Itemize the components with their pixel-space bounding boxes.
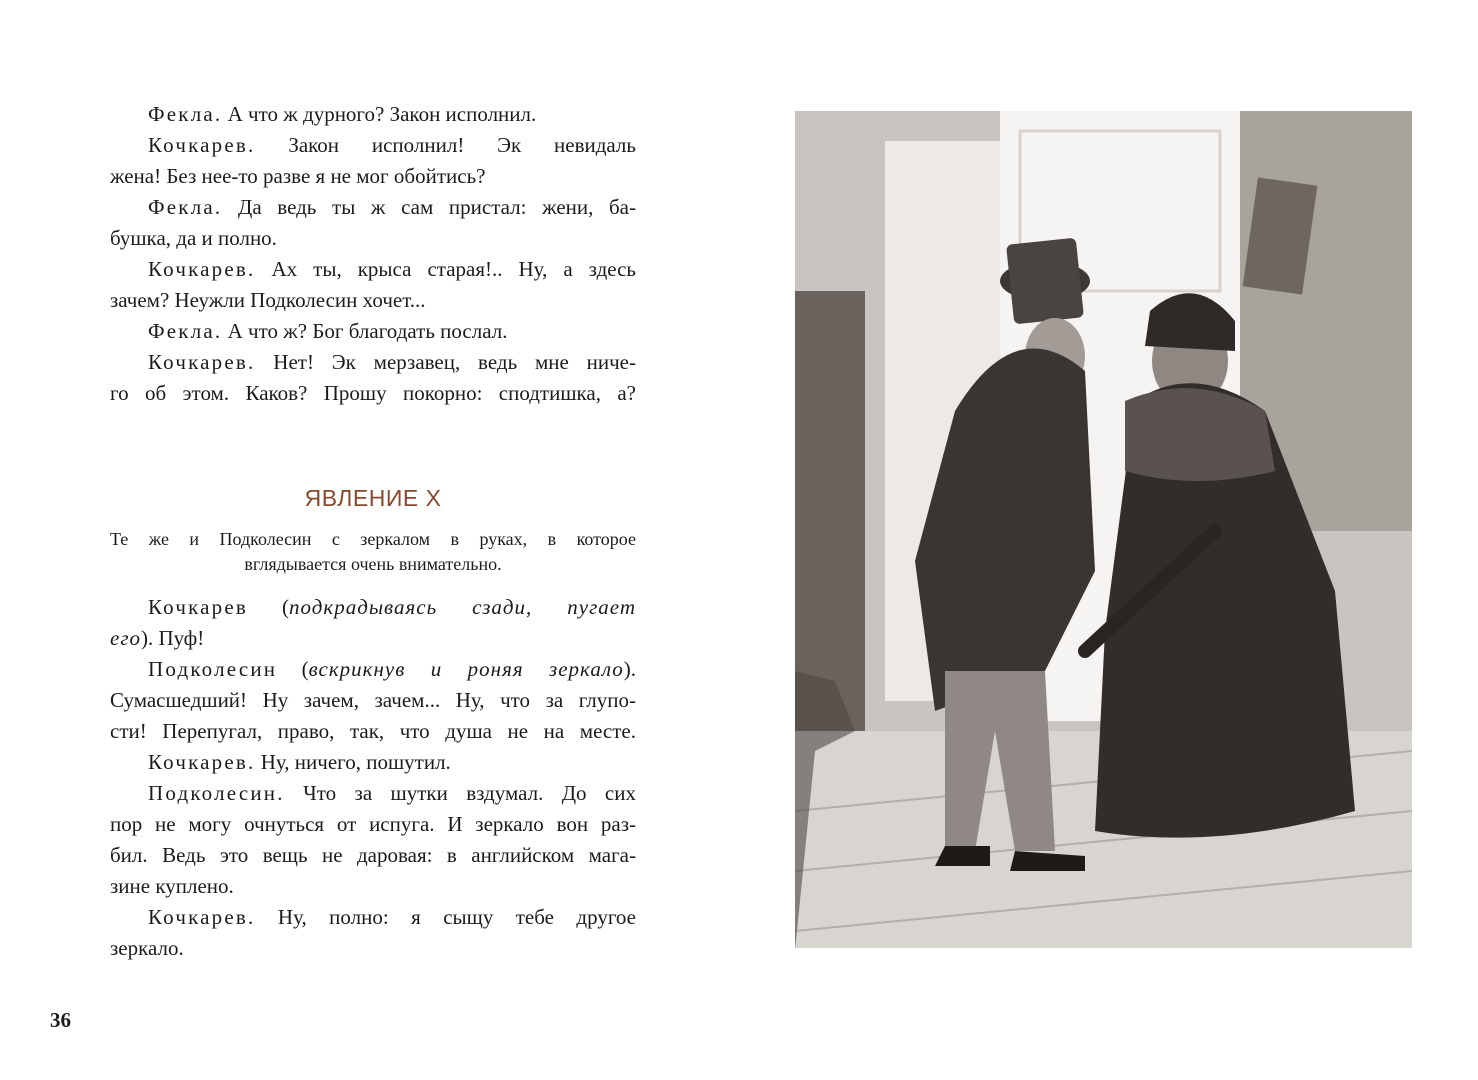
speech-text: Что за шутки вздумал. До сих — [284, 781, 636, 805]
text-line — [110, 163, 636, 189]
speech-text: ). Пуф! — [141, 626, 205, 650]
illustration-drawing — [795, 111, 1412, 948]
text-line — [110, 656, 636, 682]
speech-text: бил. Ведь это вещь не даровая: в английском мага- — [110, 843, 636, 867]
speech-text: А что ж дурного? Закон исполнил. — [222, 102, 537, 126]
speech-text: зеркало. — [110, 936, 184, 960]
text-line — [110, 749, 636, 775]
illustration — [795, 111, 1412, 948]
stage-direction-line: Те же и Подколесин с зеркалом в руках, в которое — [110, 529, 636, 549]
text-line — [110, 225, 636, 251]
speech-text: пор не могу очнуться от испуга. И зеркало вон раз- — [110, 812, 636, 836]
speech-text: Ну, полно: я сыщу тебе другое — [255, 905, 636, 929]
text-line — [110, 349, 636, 375]
speaker-name: Кочкарев. — [148, 257, 256, 281]
speaker-name: Кочкарев. — [148, 350, 256, 374]
page-number: 36 — [50, 1008, 71, 1032]
speaker-name: Кочкарев. — [148, 905, 256, 929]
text-line — [110, 904, 636, 930]
speech-text: Сумасшедший! Ну зачем, зачем... Ну, что за глупо- — [110, 688, 636, 712]
speaker-name: Подколесин. — [148, 781, 285, 805]
speech-text: зине куплено. — [110, 874, 234, 898]
text-line — [110, 811, 636, 837]
text-line — [110, 718, 636, 744]
speech-text: бушка, да и полно. — [110, 226, 277, 250]
speaker-name: Фекла. — [148, 195, 223, 219]
text-line — [110, 380, 636, 406]
stage-direction-line: вглядывается очень внимательно. — [244, 554, 502, 574]
speaker-name: Кочкарев — [148, 595, 249, 619]
scene-heading: ЯВЛЕНИЕ X — [304, 485, 442, 511]
speech-text: Да ведь ты ж сам пристал: жени, ба- — [222, 195, 636, 219]
text-line — [110, 318, 636, 344]
text-line — [110, 935, 636, 961]
speech-text: Ах ты, крыса старая!.. Ну, а здесь — [255, 257, 636, 281]
speaker-name: Фекла. — [148, 102, 223, 126]
speech-text: Ну, ничего, пошутил. — [255, 750, 451, 774]
speech-text: жена! Без нее-то разве я не мог обойтись? — [110, 164, 486, 188]
speaker-name: Кочкарев. — [148, 133, 256, 157]
speech-text: ( — [277, 657, 309, 681]
speech-text: А что ж? Бог благодать послал. — [222, 319, 508, 343]
stage-remark: его — [110, 626, 142, 650]
text-line — [110, 194, 636, 220]
speech-text: сти! Перепугал, право, так, что душа не на месте. — [110, 719, 636, 743]
speech-text: Закон исполнил! Эк невидаль — [255, 133, 636, 157]
speaker-name: Кочкарев. — [148, 750, 256, 774]
text-line — [110, 101, 636, 127]
text-line — [110, 594, 636, 620]
text-line — [110, 256, 636, 282]
text-line — [110, 132, 636, 158]
text-line — [110, 287, 636, 313]
text-line — [110, 842, 636, 868]
speaker-name: Подколесин — [148, 657, 278, 681]
speech-text: Нет! Эк мерзавец, ведь мне ниче- — [255, 350, 636, 374]
speech-text: зачем? Неужли Подколесин хочет... — [110, 288, 426, 312]
stage-remark: подкрадываясь сзади, пугает — [289, 595, 636, 619]
text-line — [110, 873, 636, 899]
stage-remark: вскрикнув и роняя зеркало — [308, 657, 624, 681]
speech-text: го об этом. Каков? Прошу покорно: сподтишка, а? — [110, 381, 636, 405]
text-line — [110, 625, 636, 651]
text-line — [110, 687, 636, 713]
speech-text: ). — [623, 657, 636, 681]
speaker-name: Фекла. — [148, 319, 223, 343]
text-line — [110, 780, 636, 806]
speech-text: ( — [248, 595, 290, 619]
